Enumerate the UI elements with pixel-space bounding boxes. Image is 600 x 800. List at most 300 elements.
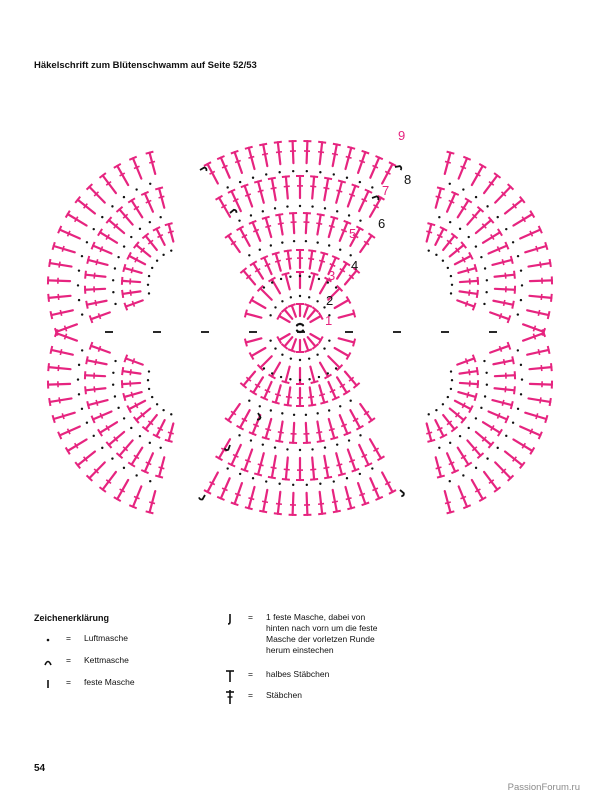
chain-stitch-mark (86, 422, 88, 424)
chain-stitch-mark (81, 408, 83, 410)
stitch-cross-mark (323, 188, 329, 189)
chain-stitch-mark (517, 349, 519, 351)
stitch-cross-mark (536, 246, 538, 252)
stitch-mark (78, 200, 95, 214)
chain-stitch-mark (316, 300, 318, 302)
stitch-top-mark (353, 339, 355, 347)
chain-stitch-mark (265, 173, 267, 175)
stitch-cross-mark (94, 273, 95, 279)
stitch-cross-mark (62, 413, 64, 419)
stitch-cross-mark (96, 259, 98, 265)
stitch-mark (228, 236, 239, 252)
chain-stitch-mark (101, 216, 103, 218)
stitch-top-mark (330, 437, 338, 439)
stitch-mark (304, 305, 308, 316)
stitch-mark (293, 213, 294, 233)
stitch-top-mark (249, 221, 256, 224)
stitch-mark (272, 363, 280, 377)
chain-stitch-mark (170, 413, 172, 415)
round-label: 9 (398, 128, 406, 143)
crochet-chart (0, 80, 600, 580)
stitch-mark (320, 492, 322, 514)
chain-stitch-mark (521, 378, 523, 380)
stitch-cross-mark (346, 498, 352, 500)
stitch-top-mark (284, 405, 292, 406)
stitch-top-mark (50, 346, 52, 354)
chain-stitch-mark (333, 480, 335, 482)
chain-stitch-mark (293, 414, 295, 416)
chain-stitch-mark (521, 284, 523, 286)
stitch-cross-mark (131, 392, 133, 398)
stitch-mark (529, 296, 551, 298)
chain-stitch-mark (78, 299, 80, 301)
chain-stitch-mark (290, 357, 292, 359)
stitch-cross-mark (222, 165, 227, 167)
stitch-cross-mark (336, 190, 342, 192)
chain-stitch-mark (112, 372, 114, 374)
stitch-cross-mark (341, 424, 347, 426)
stitch-top-mark (284, 250, 292, 251)
chain-stitch-mark (480, 407, 482, 409)
round-labels (325, 128, 411, 328)
stitch-mark (328, 356, 339, 367)
chain-stitch-mark (274, 207, 276, 209)
stitch-top-mark (320, 252, 328, 254)
stitch-mark (243, 271, 255, 285)
stitch-cross-mark (466, 358, 468, 364)
back-loop-mark (372, 196, 378, 200)
stitch-mark (460, 383, 478, 384)
chain-stitch-mark (359, 473, 361, 475)
stitch-mark (306, 213, 307, 233)
chain-stitch-mark (520, 299, 522, 301)
chain-stitch-mark (239, 181, 241, 183)
stitch-top-mark (362, 503, 370, 506)
chain-stitch-mark (159, 447, 161, 449)
stitch-top-mark (338, 473, 346, 475)
chain-stitch-mark (281, 241, 283, 243)
stitch-mark (286, 274, 290, 289)
stitch-mark (48, 280, 70, 281)
stitch-cross-mark (271, 467, 277, 468)
stitch-mark (450, 245, 464, 256)
stitch-mark (286, 177, 288, 199)
stitch-cross-mark (130, 369, 131, 375)
page-title: Häkelschrift zum Blütenschwamm auf Seite 52/53 (34, 60, 257, 71)
stitch-mark (293, 141, 294, 163)
stitch-cross-mark (329, 226, 335, 228)
chain-stitch-mark (101, 447, 103, 449)
legend-text: Stäbchen (266, 690, 302, 700)
stitch-top-mark (427, 440, 435, 442)
stitch-mark (293, 493, 294, 515)
page-number: 54 (34, 763, 46, 774)
stitch-cross-mark (330, 390, 335, 392)
chain-stitch-mark (78, 269, 80, 271)
chain-stitch-mark (250, 439, 252, 441)
stitch-top-mark (155, 187, 163, 189)
stitch-cross-mark (168, 231, 174, 233)
chain-stitch-mark (250, 214, 252, 216)
chain-stitch-mark (512, 422, 514, 424)
chain-stitch-mark (324, 207, 326, 209)
legend-text: 1 feste Masche, dabei von hinten nach vorn um die feste Masche der vorletzen Runde herum einstechen (266, 612, 378, 655)
stitch-mark (310, 274, 314, 289)
stitch-top-mark (288, 349, 296, 352)
chain-stitch-mark (308, 378, 310, 380)
chain-stitch-mark (112, 279, 114, 281)
stitch-top-mark (146, 511, 154, 513)
chain-stitch-mark (459, 228, 461, 230)
stitch-top-mark (122, 277, 123, 285)
stitch-mark (472, 166, 483, 185)
chain-stitch-mark (336, 443, 338, 445)
stitch-cross-mark (265, 429, 271, 431)
stitch-cross-mark (95, 359, 96, 365)
stitch-top-mark (347, 507, 355, 509)
stitch-cross-mark (467, 392, 469, 398)
stitch-top-mark (344, 221, 351, 224)
chain-stitch-mark (339, 405, 341, 407)
stitch-cross-mark (499, 346, 501, 352)
stitch-mark (310, 367, 314, 382)
chain-stitch-mark (114, 303, 116, 305)
stitch-top-mark (330, 217, 338, 219)
stitch-mark (312, 177, 314, 199)
stitch-mark (476, 432, 491, 445)
stitch-cross-mark (58, 365, 59, 371)
legend-item-single (34, 677, 234, 691)
stitch-mark (272, 178, 276, 200)
stitch-cross-mark (502, 259, 504, 265)
chain-stitch-mark (77, 378, 79, 380)
stitch-top-mark (249, 432, 256, 435)
stitch-mark (122, 281, 140, 282)
stitch-mark (279, 334, 289, 340)
chain-stitch-mark (447, 267, 449, 269)
stitch-top-mark (48, 363, 49, 371)
stitch-mark (89, 462, 104, 478)
chain-stitch-mark (263, 367, 265, 369)
chain-stitch-mark (148, 275, 150, 277)
chain-stitch-mark (299, 275, 301, 277)
chain-stitch-mark (359, 434, 361, 436)
stitch-cross-mark (460, 496, 466, 498)
chain-stitch-mark (274, 446, 276, 448)
stitch-cross-mark (426, 432, 432, 434)
chain-stitch-mark (78, 393, 80, 395)
chain-stitch-mark (428, 249, 430, 251)
stitch-cross-mark (146, 200, 151, 202)
stitch-top-mark (427, 223, 435, 225)
chain-stitch-mark (77, 284, 79, 286)
chain-stitch-mark (311, 448, 313, 450)
chain-stitch-mark (81, 349, 83, 351)
stitch-mark (472, 480, 483, 499)
legend-equals: = (248, 669, 253, 679)
stitch-top-mark (545, 415, 547, 423)
stitch-cross-mark (466, 301, 468, 307)
stitch-mark (146, 236, 157, 250)
legend-item-half-double (222, 669, 422, 683)
chain-stitch-mark (269, 339, 271, 341)
chain-stitch-mark (111, 205, 113, 207)
chain-stitch-mark (123, 245, 125, 247)
chain-stitch-mark (428, 413, 430, 415)
stitch-cross-mark (149, 161, 155, 163)
chain-stitch-mark (517, 313, 519, 315)
stitch-top-mark (87, 256, 89, 264)
stitch-top-mark (231, 151, 239, 154)
stitch-top-mark (477, 290, 478, 298)
chain-stitch-mark (274, 306, 276, 308)
legend-equals: = (66, 677, 71, 687)
stitch-mark (136, 245, 150, 256)
stitch-cross-mark (222, 488, 227, 490)
chain-stitch-mark (239, 473, 241, 475)
stitch-mark (317, 422, 320, 442)
stitch-top-mark (548, 311, 550, 319)
stitch-mark (109, 220, 124, 233)
stitch-cross-mark (130, 290, 131, 296)
chain-stitch-mark (289, 276, 291, 278)
stitch-top-mark (551, 294, 552, 302)
stitch-top-mark (275, 441, 283, 442)
chain-stitch-mark (449, 221, 451, 223)
stitch-top-mark (49, 259, 50, 267)
chain-stitch-mark (505, 228, 507, 230)
stitch-mark (228, 404, 239, 420)
round-label: 1 (325, 313, 333, 328)
stitch-cross-mark (132, 358, 134, 364)
stitch-cross-mark (62, 246, 64, 252)
back-loop-single-crochet-icon (222, 612, 246, 626)
stitch-mark (132, 200, 143, 217)
stitch-cross-mark (253, 230, 259, 232)
stitch-top-mark (282, 273, 290, 275)
legend-text: Kettmasche (84, 655, 129, 665)
chain-stitch-mark (346, 477, 348, 479)
chain-stitch-dot-icon (40, 633, 64, 647)
chain-stitch-mark (252, 477, 254, 479)
chain-stitch-mark (438, 216, 440, 218)
stitch-mark (320, 363, 328, 377)
stitch-top-mark (478, 380, 479, 388)
stitch-top-mark (129, 157, 136, 160)
stitch-top-mark (512, 301, 514, 309)
legend-item-back-loop (222, 612, 422, 655)
stitch-mark (132, 448, 143, 465)
chain-stitch-mark (278, 171, 280, 173)
stitch-top-mark (318, 142, 326, 143)
stitch-top-mark (511, 256, 513, 264)
chain-stitch-mark (286, 448, 288, 450)
stitch-mark (246, 314, 261, 318)
stitch-mark (279, 215, 282, 235)
chain-stitch-mark (484, 395, 486, 397)
stitch-cross-mark (319, 394, 325, 396)
chain-stitch-mark (348, 439, 350, 441)
stitch-cross-mark (346, 157, 352, 159)
stitch-top-mark (352, 184, 360, 187)
stitch-mark (263, 144, 267, 166)
stitch-mark (443, 236, 454, 250)
stitch-top-mark (508, 315, 511, 323)
stitch-mark (337, 377, 347, 392)
chain-stitch-mark (292, 170, 294, 172)
stitch-top-mark (463, 505, 470, 508)
chain-stitch-mark (299, 205, 301, 207)
chain-stitch-mark (114, 267, 116, 269)
chain-stitch-mark (162, 409, 164, 411)
stitch-top-mark (245, 310, 247, 318)
chain-stitch-mark (156, 403, 158, 405)
stitch-mark (279, 422, 282, 442)
stitch-top-mark (123, 264, 125, 272)
chain-stitch-mark (483, 360, 485, 362)
stitch-top-mark (347, 147, 355, 149)
stitch-cross-mark (530, 231, 532, 236)
chain-stitch-mark (123, 467, 125, 469)
chain-stitch-mark (346, 177, 348, 179)
stitch-cross-mark (308, 258, 314, 259)
stitch-top-mark (550, 398, 551, 406)
stitch-cross-mark (60, 349, 61, 355)
stitch-top-mark (353, 310, 355, 318)
stitch-cross-mark (95, 300, 96, 306)
chain-stitch-mark (435, 409, 437, 411)
stitch-cross-mark (497, 413, 499, 419)
legend-text: Luftmasche (84, 633, 128, 643)
chain-stitch-mark (281, 300, 283, 302)
stitch-mark (304, 339, 308, 350)
stitch-cross-mark (286, 397, 292, 398)
stitch-mark (208, 473, 218, 492)
stitch-top-mark (473, 355, 476, 363)
stitch-top-mark (245, 147, 253, 149)
chain-stitch-mark (271, 281, 273, 283)
chain-stitch-mark (114, 360, 116, 362)
stitch-cross-mark (530, 429, 532, 434)
stitch-top-mark (475, 264, 477, 272)
stitch-top-mark (477, 367, 478, 375)
stitch-top-mark (333, 511, 341, 512)
chain-stitch-mark (130, 236, 132, 238)
stitch-mark (117, 166, 128, 185)
chain-stitch-mark (475, 417, 477, 419)
chain-stitch-mark (135, 188, 137, 190)
stitch-top-mark (320, 401, 328, 403)
stitch-mark (260, 356, 271, 367)
stitch-mark (360, 236, 371, 252)
stitch-mark (317, 215, 320, 235)
chain-stitch-mark (484, 267, 486, 269)
stitch-cross-mark (68, 231, 70, 236)
chain-stitch-mark (274, 347, 276, 349)
chain-stitch-mark (149, 480, 151, 482)
stitch-cross-mark (332, 154, 338, 155)
chain-stitch-mark (339, 249, 341, 251)
stitch-top-mark (165, 223, 173, 225)
stitch-top-mark (324, 178, 332, 179)
stitch-cross-mark (469, 369, 470, 375)
stitch-cross-mark (159, 467, 165, 469)
chain-stitch-mark (149, 183, 151, 185)
stitch-mark (120, 209, 133, 224)
stitch-mark (136, 409, 150, 420)
stitch-top-mark (311, 381, 319, 383)
stitch-mark (495, 462, 510, 478)
stitch-mark (286, 457, 288, 479)
stitch-mark (78, 452, 95, 466)
chain-stitch-mark (226, 467, 228, 469)
back-loop-mark (200, 168, 206, 171)
stitch-cross-mark (533, 334, 535, 340)
stitch-top-mark (548, 346, 550, 354)
stitch-top-mark (447, 152, 455, 154)
chain-stitch-mark (348, 214, 350, 216)
chain-stitch-mark (278, 483, 280, 485)
stitch-top-mark (311, 273, 319, 275)
legend-equals: = (66, 655, 71, 665)
stitch-mark (370, 439, 381, 458)
chain-stitch-mark (442, 403, 444, 405)
stitch-top-mark (259, 511, 267, 512)
chain-stitch-mark (475, 467, 477, 469)
round-label: 6 (378, 216, 386, 231)
stitch-cross-mark (275, 260, 281, 262)
chain-stitch-mark (449, 442, 451, 444)
stitch-mark (495, 187, 510, 203)
double-crochet-icon (222, 690, 246, 704)
stitch-cross-mark (58, 294, 59, 300)
chain-stitch-mark (147, 284, 149, 286)
stitch-cross-mark (310, 469, 316, 470)
stitch-cross-mark (98, 313, 100, 319)
stitch-top-mark (310, 479, 318, 480)
stitch-mark (450, 409, 464, 420)
stitch-mark (286, 367, 290, 382)
stitch-top-mark (86, 301, 88, 309)
chain-stitch-mark (316, 412, 318, 414)
chain-stitch-mark (270, 244, 272, 246)
stitch-mark (505, 200, 522, 214)
back-loop-mark (400, 490, 404, 496)
stitch-top-mark (324, 477, 332, 478)
stitch-cross-mark (336, 464, 342, 466)
chain-stitch-mark (286, 205, 288, 207)
stitch-cross-mark (276, 504, 282, 505)
stitch-mark (460, 281, 478, 282)
chain-stitch-mark (485, 291, 487, 293)
chain-stitch-mark (449, 480, 451, 482)
chain-stitch-mark (305, 240, 307, 242)
chain-stitch-mark (327, 372, 329, 374)
stitch-cross-mark (265, 264, 270, 266)
legend-text: feste Masche (84, 677, 135, 687)
chain-stitch-mark (135, 474, 137, 476)
chain-stitch-mark (299, 295, 301, 297)
chain-stitch-mark (308, 357, 310, 359)
chain-stitch-mark (486, 384, 488, 386)
stitch-top-mark (155, 476, 163, 478)
stitch-top-mark (85, 271, 86, 279)
stitch-cross-mark (308, 397, 314, 398)
chain-stitch-mark (336, 210, 338, 212)
chain-stitch-mark (462, 474, 464, 476)
chain-stitch-mark (442, 259, 444, 261)
chain-stitch-mark (112, 291, 114, 293)
